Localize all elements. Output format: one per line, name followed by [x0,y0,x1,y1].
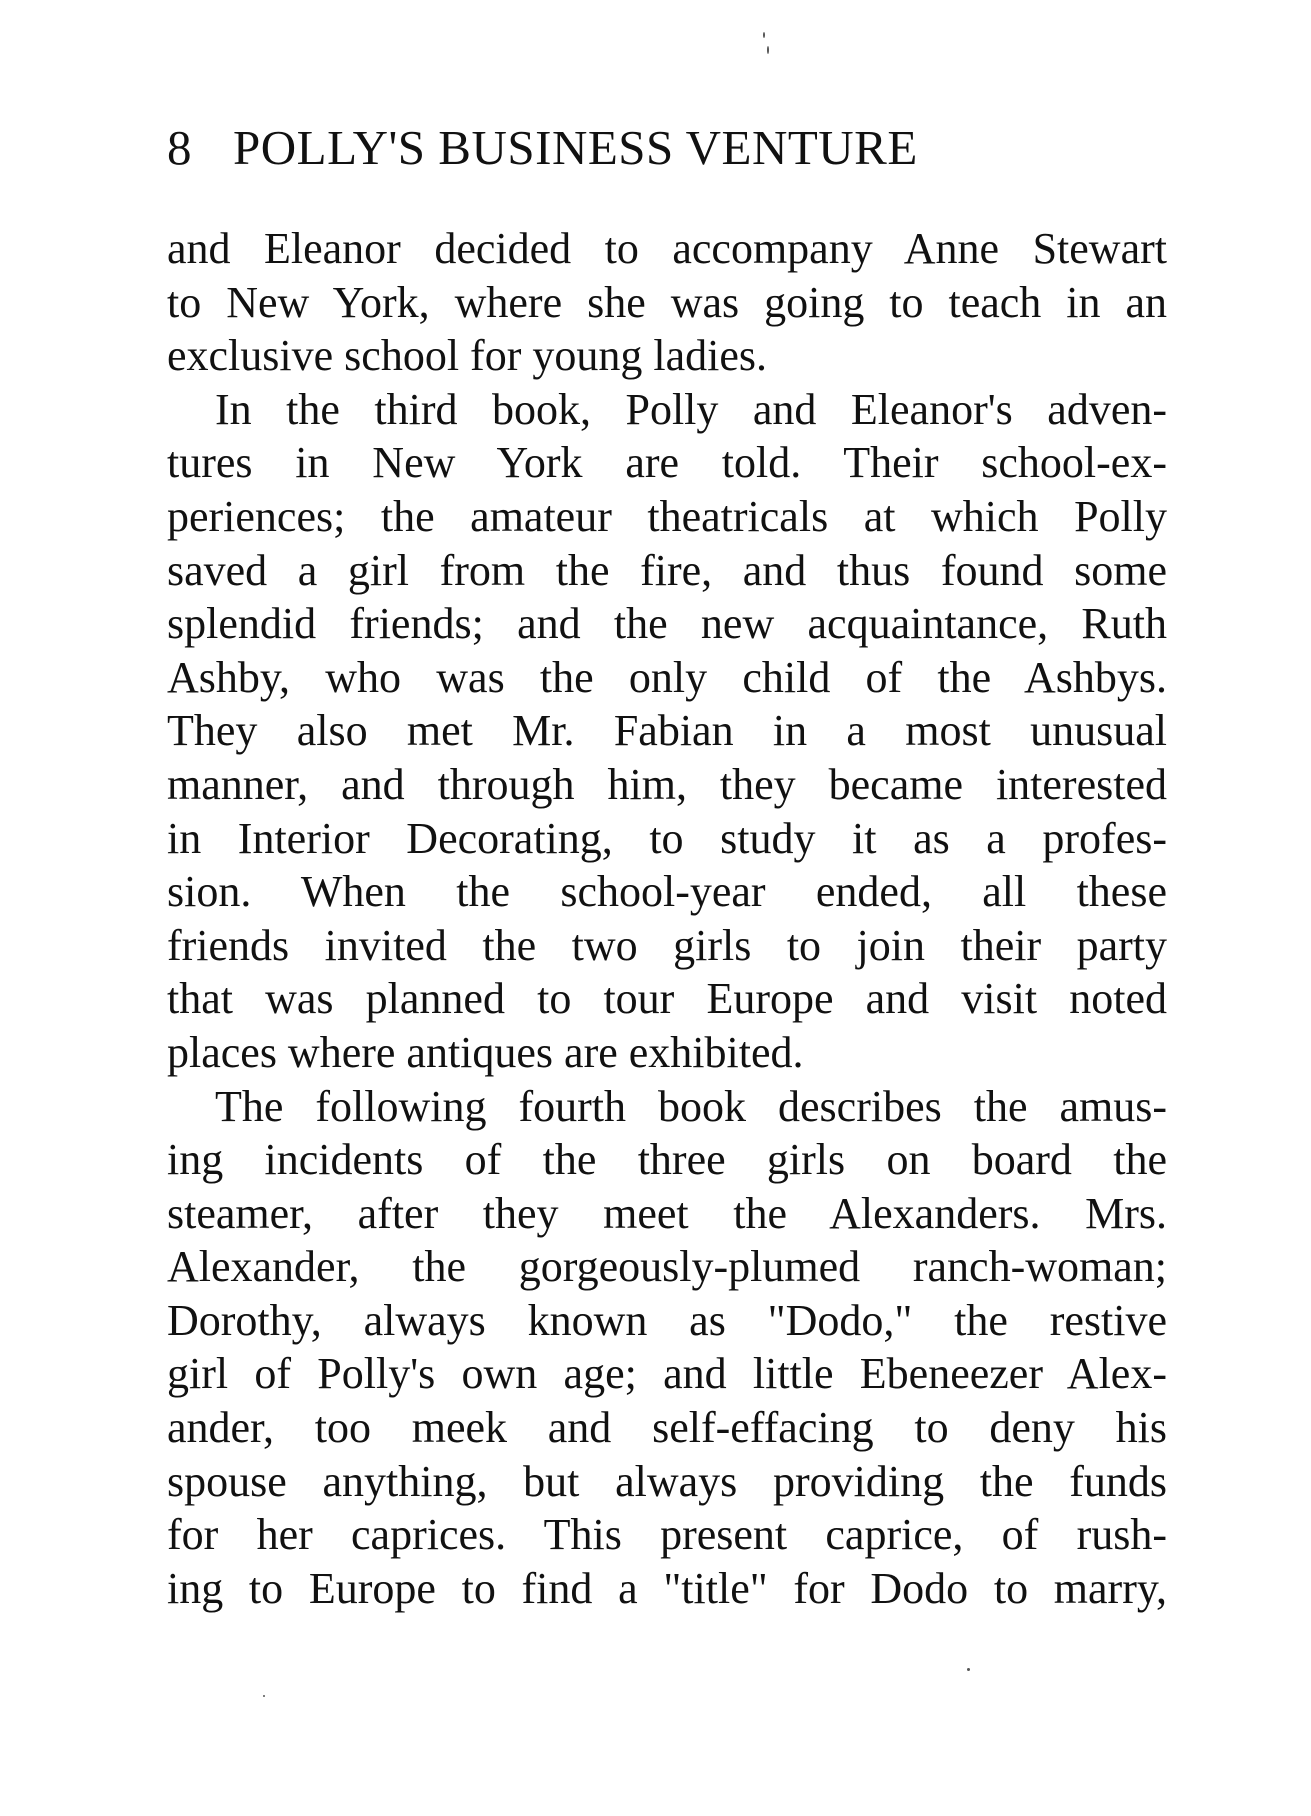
text-line: girl of Polly's own age; and little Ebeneezer Alex- [167,1349,1167,1399]
body-text [167,222,1167,1615]
text-line: periences; the amateur theatricals at which Polly [167,491,1167,541]
running-head [167,118,1047,178]
book-title: POLLY'S BUSINESS VENTURE [233,120,918,175]
text-line: in Interior Decorating, to study it as a profes- [167,813,1167,863]
text-line: They also met Mr. Fabian in a most unusual [167,706,1167,756]
text-line: splendid friends; and the new acquaintance, Ruth [167,599,1167,649]
text-line: steamer, after they meet the Alexanders. Mrs. [167,1188,1167,1238]
text-line: ing to Europe to find a "title" for Dodo to marry, [167,1563,1167,1613]
text-line: to New York, where she was going to teach in an [167,277,1167,327]
scan-speck [767,46,769,54]
text-line: In the third book, Polly and Eleanor's adven- [215,384,1167,434]
text-line: ing incidents of the three girls on board the [167,1135,1167,1185]
text-line: saved a girl from the fire, and thus found some [167,545,1167,595]
text-line: for her caprices. This present caprice, of rush- [167,1510,1167,1560]
text-line: Alexander, the gorgeously-plumed ranch-woman; [167,1242,1167,1292]
text-line: sion. When the school-year ended, all these [167,867,1167,917]
scan-speck [263,1695,265,1697]
text-line: that was planned to tour Europe and visit noted [167,974,1167,1024]
text-line: and Eleanor decided to accompany Anne Stewart [167,224,1167,273]
page-number: 8 [167,120,192,175]
text-line: Ashby, who was the only child of the Ashbys. [167,652,1167,702]
text-line: tures in New York are told. Their school-ex- [167,438,1167,488]
text-line: ander, too meek and self-effacing to deny his [167,1403,1167,1453]
text-line: exclusive school for young ladies. [167,331,767,381]
text-line: places where antiques are exhibited. [167,1027,804,1077]
text-line: Dorothy, always known as "Dodo," the restive [167,1295,1167,1345]
text-line: friends invited the two girls to join their party [167,920,1167,970]
text-line: The following fourth book describes the amus- [215,1081,1167,1131]
text-line: spouse anything, but always providing the funds [167,1456,1167,1506]
scan-speck [967,1668,970,1671]
scan-speck [763,32,765,38]
text-line: manner, and through him, they became interested [167,759,1167,809]
